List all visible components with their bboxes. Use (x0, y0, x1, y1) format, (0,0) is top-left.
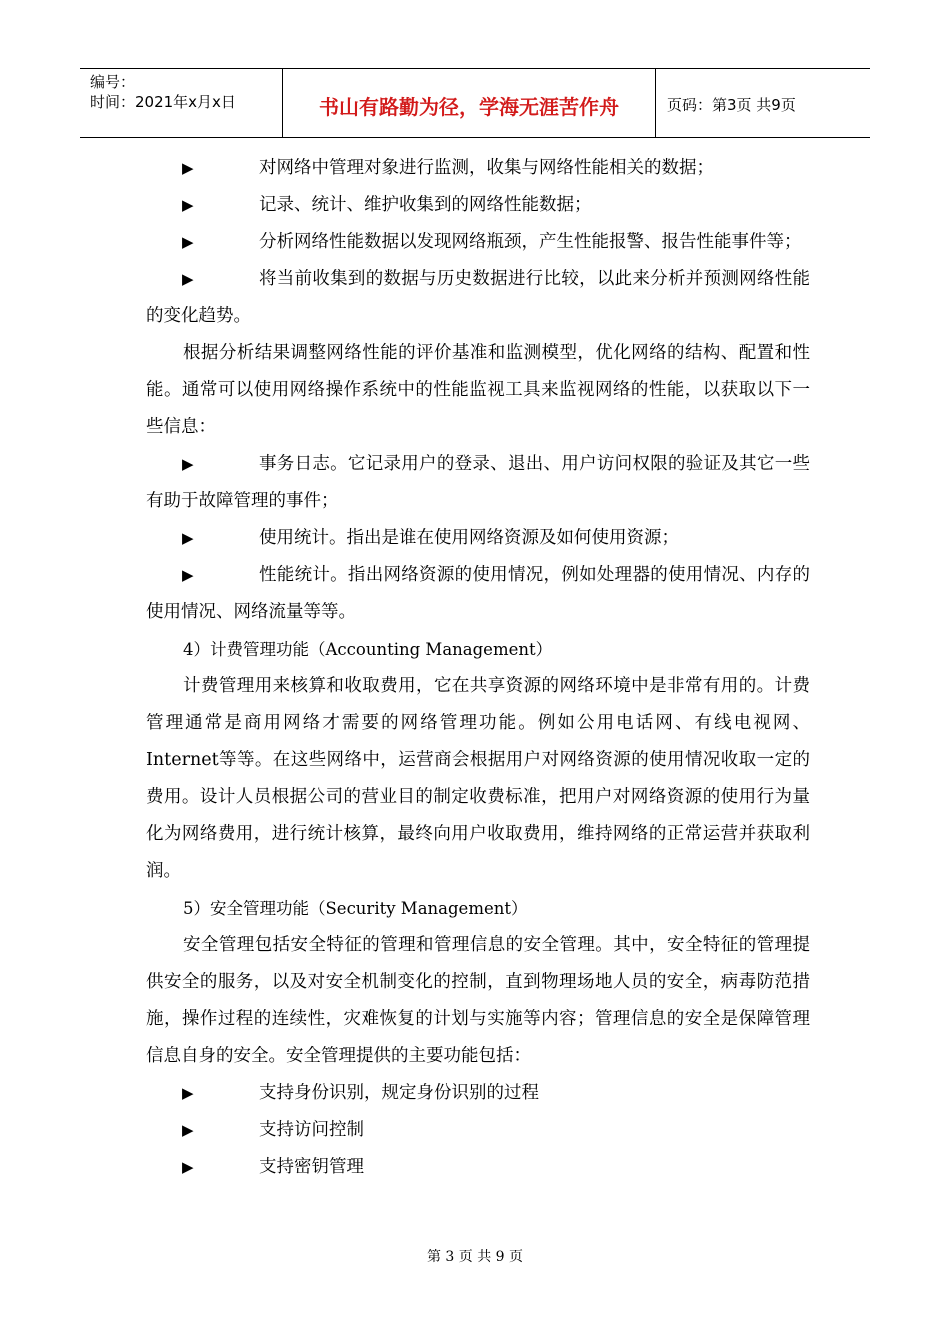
list-item-text: 分析网络性能数据以发现网络瓶颈，产生性能报警、报告性能事件等； (259, 232, 802, 252)
list-item-text: 事务日志。它记录用户的登录、退出、用户访问权限的验证及其它一些有助于故障管理的事件； (146, 454, 810, 511)
list-item-text: 性能统计。指出网络资源的使用情况，例如处理器的使用情况、内存的使用情况、网络流量等等。 (146, 565, 810, 622)
list-item (146, 1075, 810, 1112)
list-item (146, 224, 810, 261)
bullet-triangle-icon: ▶ (182, 566, 194, 584)
list-item-text: 对网络中管理对象进行监测，收集与网络性能相关的数据； (259, 158, 714, 178)
list-item-text: 支持身份识别，规定身份识别的过程 (259, 1083, 539, 1103)
bullet-triangle-icon: ▶ (182, 1084, 194, 1102)
body-paragraph: 根据分析结果调整网络性能的评价基准和监测模型，优化网络的结构、配置和性能。通常可以使用网络操作系统中的性能监视工具来监视网络的性能，以获取以下一些信息： (146, 343, 810, 437)
list-item (146, 446, 810, 520)
header-motto-cell (282, 69, 656, 137)
list-item (146, 557, 810, 631)
list-item-text: 记录、统计、维护收集到的网络性能数据； (259, 195, 592, 215)
page-footer: 第 3 页 共 9 页 (426, 1249, 524, 1265)
list-item-text: 支持访问控制 (259, 1120, 364, 1140)
list-item (146, 150, 810, 187)
list-item (146, 1149, 810, 1186)
list-item-text: 使用统计。指出是谁在使用网络资源及如何使用资源； (259, 528, 679, 548)
bullet-triangle-icon: ▶ (182, 233, 194, 251)
list-item-text: 支持密钥管理 (259, 1157, 364, 1177)
header-meta-cell (80, 69, 282, 137)
list-item (146, 520, 810, 557)
document-number-label: 编号： (90, 73, 136, 91)
bullet-triangle-icon: ▶ (182, 1158, 194, 1176)
list-item (146, 261, 810, 335)
header-page-cell (655, 69, 870, 137)
list-item-text: 将当前收集到的数据与历史数据进行比较，以此来分析并预测网络性能的变化趋势。 (146, 269, 810, 326)
header-page-number: 页码：第3页 共9页 (667, 96, 796, 114)
body-paragraph: 计费管理用来核算和收取费用，它在共享资源的网络环境中是非常有用的。计费管理通常是商用网络才需要的网络管理功能。例如公用电话网、有线电视网、Internet等等。在这些网络中，运营商会根据用户对网络资源的使用情况收取一定的费用。设计人员根据公司的营业目的制定收费标准，把用户对网络资源的使用行为量化为网络费用，进行统计核算，最终向用户收取费用，维持网络的正常运营并获取利润。 (146, 676, 810, 881)
header-motto: 书山有路勤为径，学海无涯苦作舟 (319, 95, 619, 119)
bullet-triangle-icon: ▶ (182, 455, 194, 473)
section-heading-accounting: 4）计费管理功能（Accounting Management） (183, 640, 553, 659)
bullet-triangle-icon: ▶ (182, 159, 194, 177)
bullet-triangle-icon: ▶ (182, 270, 194, 288)
list-item (146, 187, 810, 224)
list-item (146, 1112, 810, 1149)
document-header (80, 68, 870, 138)
document-body (146, 150, 810, 1186)
bullet-triangle-icon: ▶ (182, 1121, 194, 1139)
bullet-triangle-icon: ▶ (182, 529, 194, 547)
body-paragraph: 安全管理包括安全特征的管理和管理信息的安全管理。其中，安全特征的管理提供安全的服务，以及对安全机制变化的控制，直到物理场地人员的安全，病毒防范措施，操作过程的连续性，灾难恢复的计划与实施等内容；管理信息的安全是保障管理信息自身的安全。安全管理提供的主要功能包括： (146, 935, 810, 1066)
bullet-triangle-icon: ▶ (182, 196, 194, 214)
document-date-label: 时间：2021年x月x日 (90, 93, 236, 111)
section-heading-security: 5）安全管理功能（Security Management） (183, 899, 528, 918)
